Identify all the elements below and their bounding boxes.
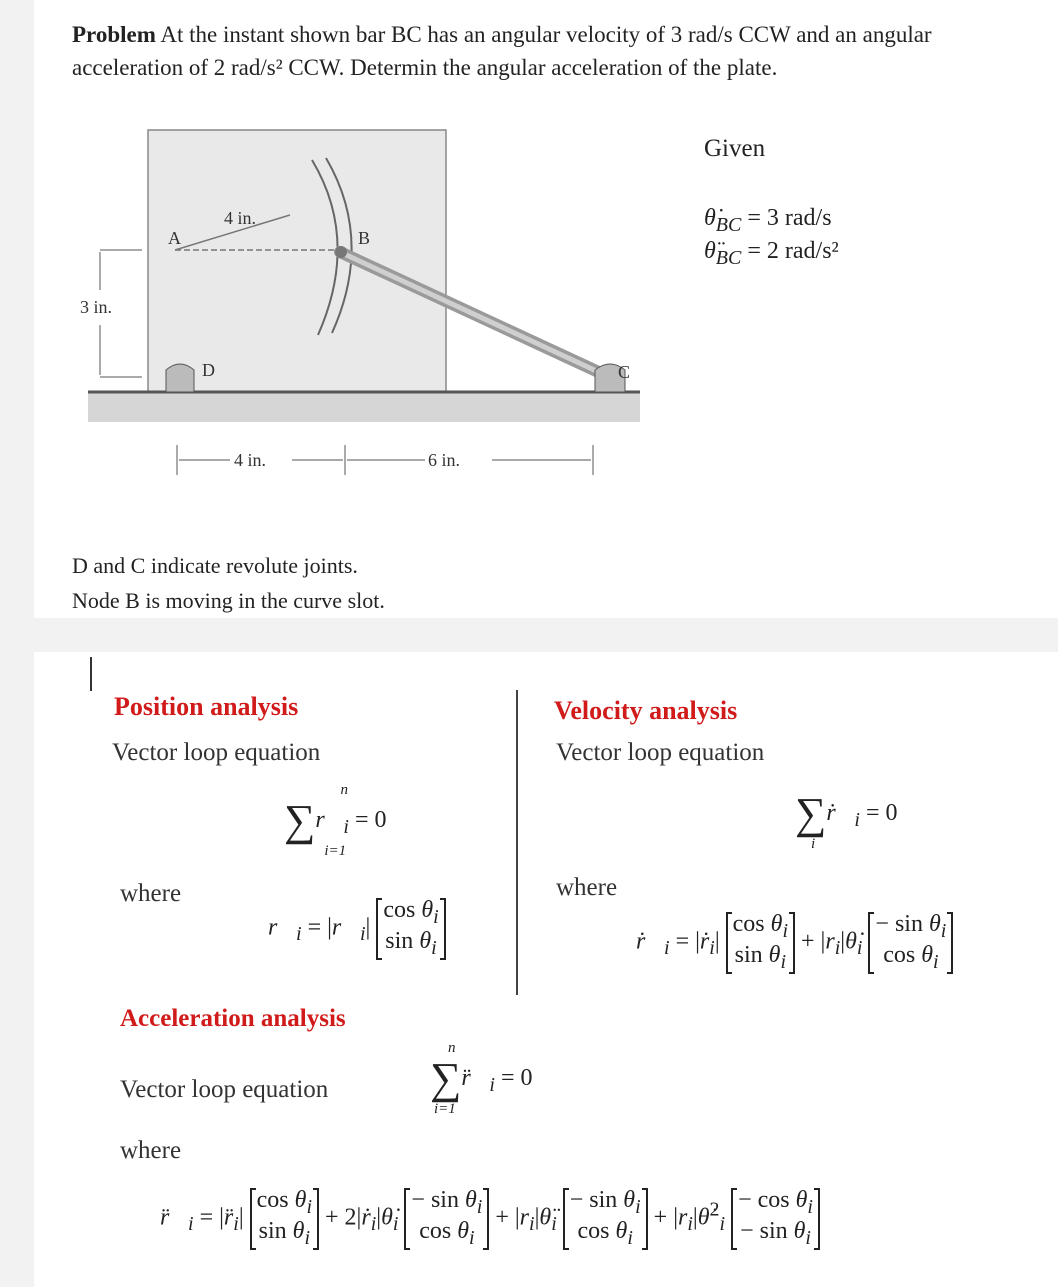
- position-subheading: Vector loop equation: [112, 739, 321, 766]
- label-a: A: [168, 228, 181, 248]
- label-d: D: [202, 360, 215, 380]
- ground: [88, 392, 640, 422]
- alpha-value: = 2 rad/s²: [747, 238, 839, 264]
- position-sum-equation: n $\sum r⃗_i = 0$ i=1: [284, 782, 387, 859]
- omega-subscript: BC: [715, 213, 742, 236]
- alpha-symbol: θ̈: [704, 238, 716, 264]
- given-alpha: [704, 238, 839, 270]
- dim-db: 4 in.: [234, 450, 267, 470]
- label-b: B: [358, 228, 371, 248]
- problem-statement: [72, 18, 972, 84]
- dim-ab: 4 in.: [224, 208, 257, 228]
- label-c: C: [618, 362, 631, 382]
- velocity-subheading: Vector loop equation: [556, 739, 765, 766]
- problem-label: Problem: [72, 22, 156, 47]
- velocity-where: where: [556, 874, 618, 901]
- omega-symbol: θ̇: [704, 205, 716, 231]
- problem-text: At the instant shown bar BC has an angular velocity of 3 rad/s CCW and an angular acceleration of 2 rad/s² CCW. Determin the angular acceleration of the plate.: [72, 22, 932, 80]
- acceleration-subheading: Vector loop equation: [120, 1076, 329, 1103]
- acceleration-heading: Acceleration analysis: [120, 1005, 346, 1032]
- given-title: Given: [704, 135, 766, 162]
- acceleration-sum-equation: n $\sum r̈⃗_i = 0$ i=1: [430, 1040, 533, 1117]
- position-vector-equation: $r⃗_i$ = $|r⃗_i|$ $\cos \theta_i$ $\sin \theta_i$: [268, 898, 446, 960]
- dim-bc: 6 in.: [428, 450, 461, 470]
- alpha-subscript: BC: [715, 246, 742, 269]
- given-omega: [704, 205, 832, 237]
- text-cursor: [90, 657, 92, 691]
- column-divider: [516, 690, 518, 995]
- velocity-vector-equation: $ṙ⃗_i$ = |ṙ$_i$| $\cos \theta_i$ $\sin \theta_i$ + $|r_i|\thetȧ_i$ − $\sin \theta_i$ $\cos \theta_i$: [636, 912, 953, 974]
- position-where: where: [120, 880, 182, 907]
- mechanism-figure: [60, 120, 680, 500]
- dim-height: 3 in.: [80, 297, 113, 317]
- plate: [148, 130, 446, 392]
- velocity-sum-equation: $\sum ṙ⃗_i = 0$ i: [795, 789, 898, 852]
- pin-b: [335, 246, 347, 258]
- acceleration-where: where: [120, 1137, 182, 1164]
- support-d: [166, 364, 194, 392]
- acceleration-vector-equation: $r̈⃗_i$ = $|r̈_i|$ $\cos \theta_i$ $\sin \theta_i$ + $2|ṙ_i|\thetȧ_i$ − $\sin \theta_i$ $\cos \theta_i$ + $|r_i|\thetä_i$ − $\sin \theta_i$ $\cos \theta_i$ + $|r_i|\thetȧ^2_i$ − $\cos \theta_i$ − $\sin \theta_i$: [160, 1188, 820, 1250]
- note-slot: Node B is moving in the curve slot.: [72, 588, 385, 613]
- position-heading: Position analysis: [114, 692, 299, 721]
- omega-value: = 3 rad/s: [747, 205, 832, 231]
- velocity-heading: Velocity analysis: [554, 696, 738, 725]
- note-revolute: D and C indicate revolute joints.: [72, 553, 358, 578]
